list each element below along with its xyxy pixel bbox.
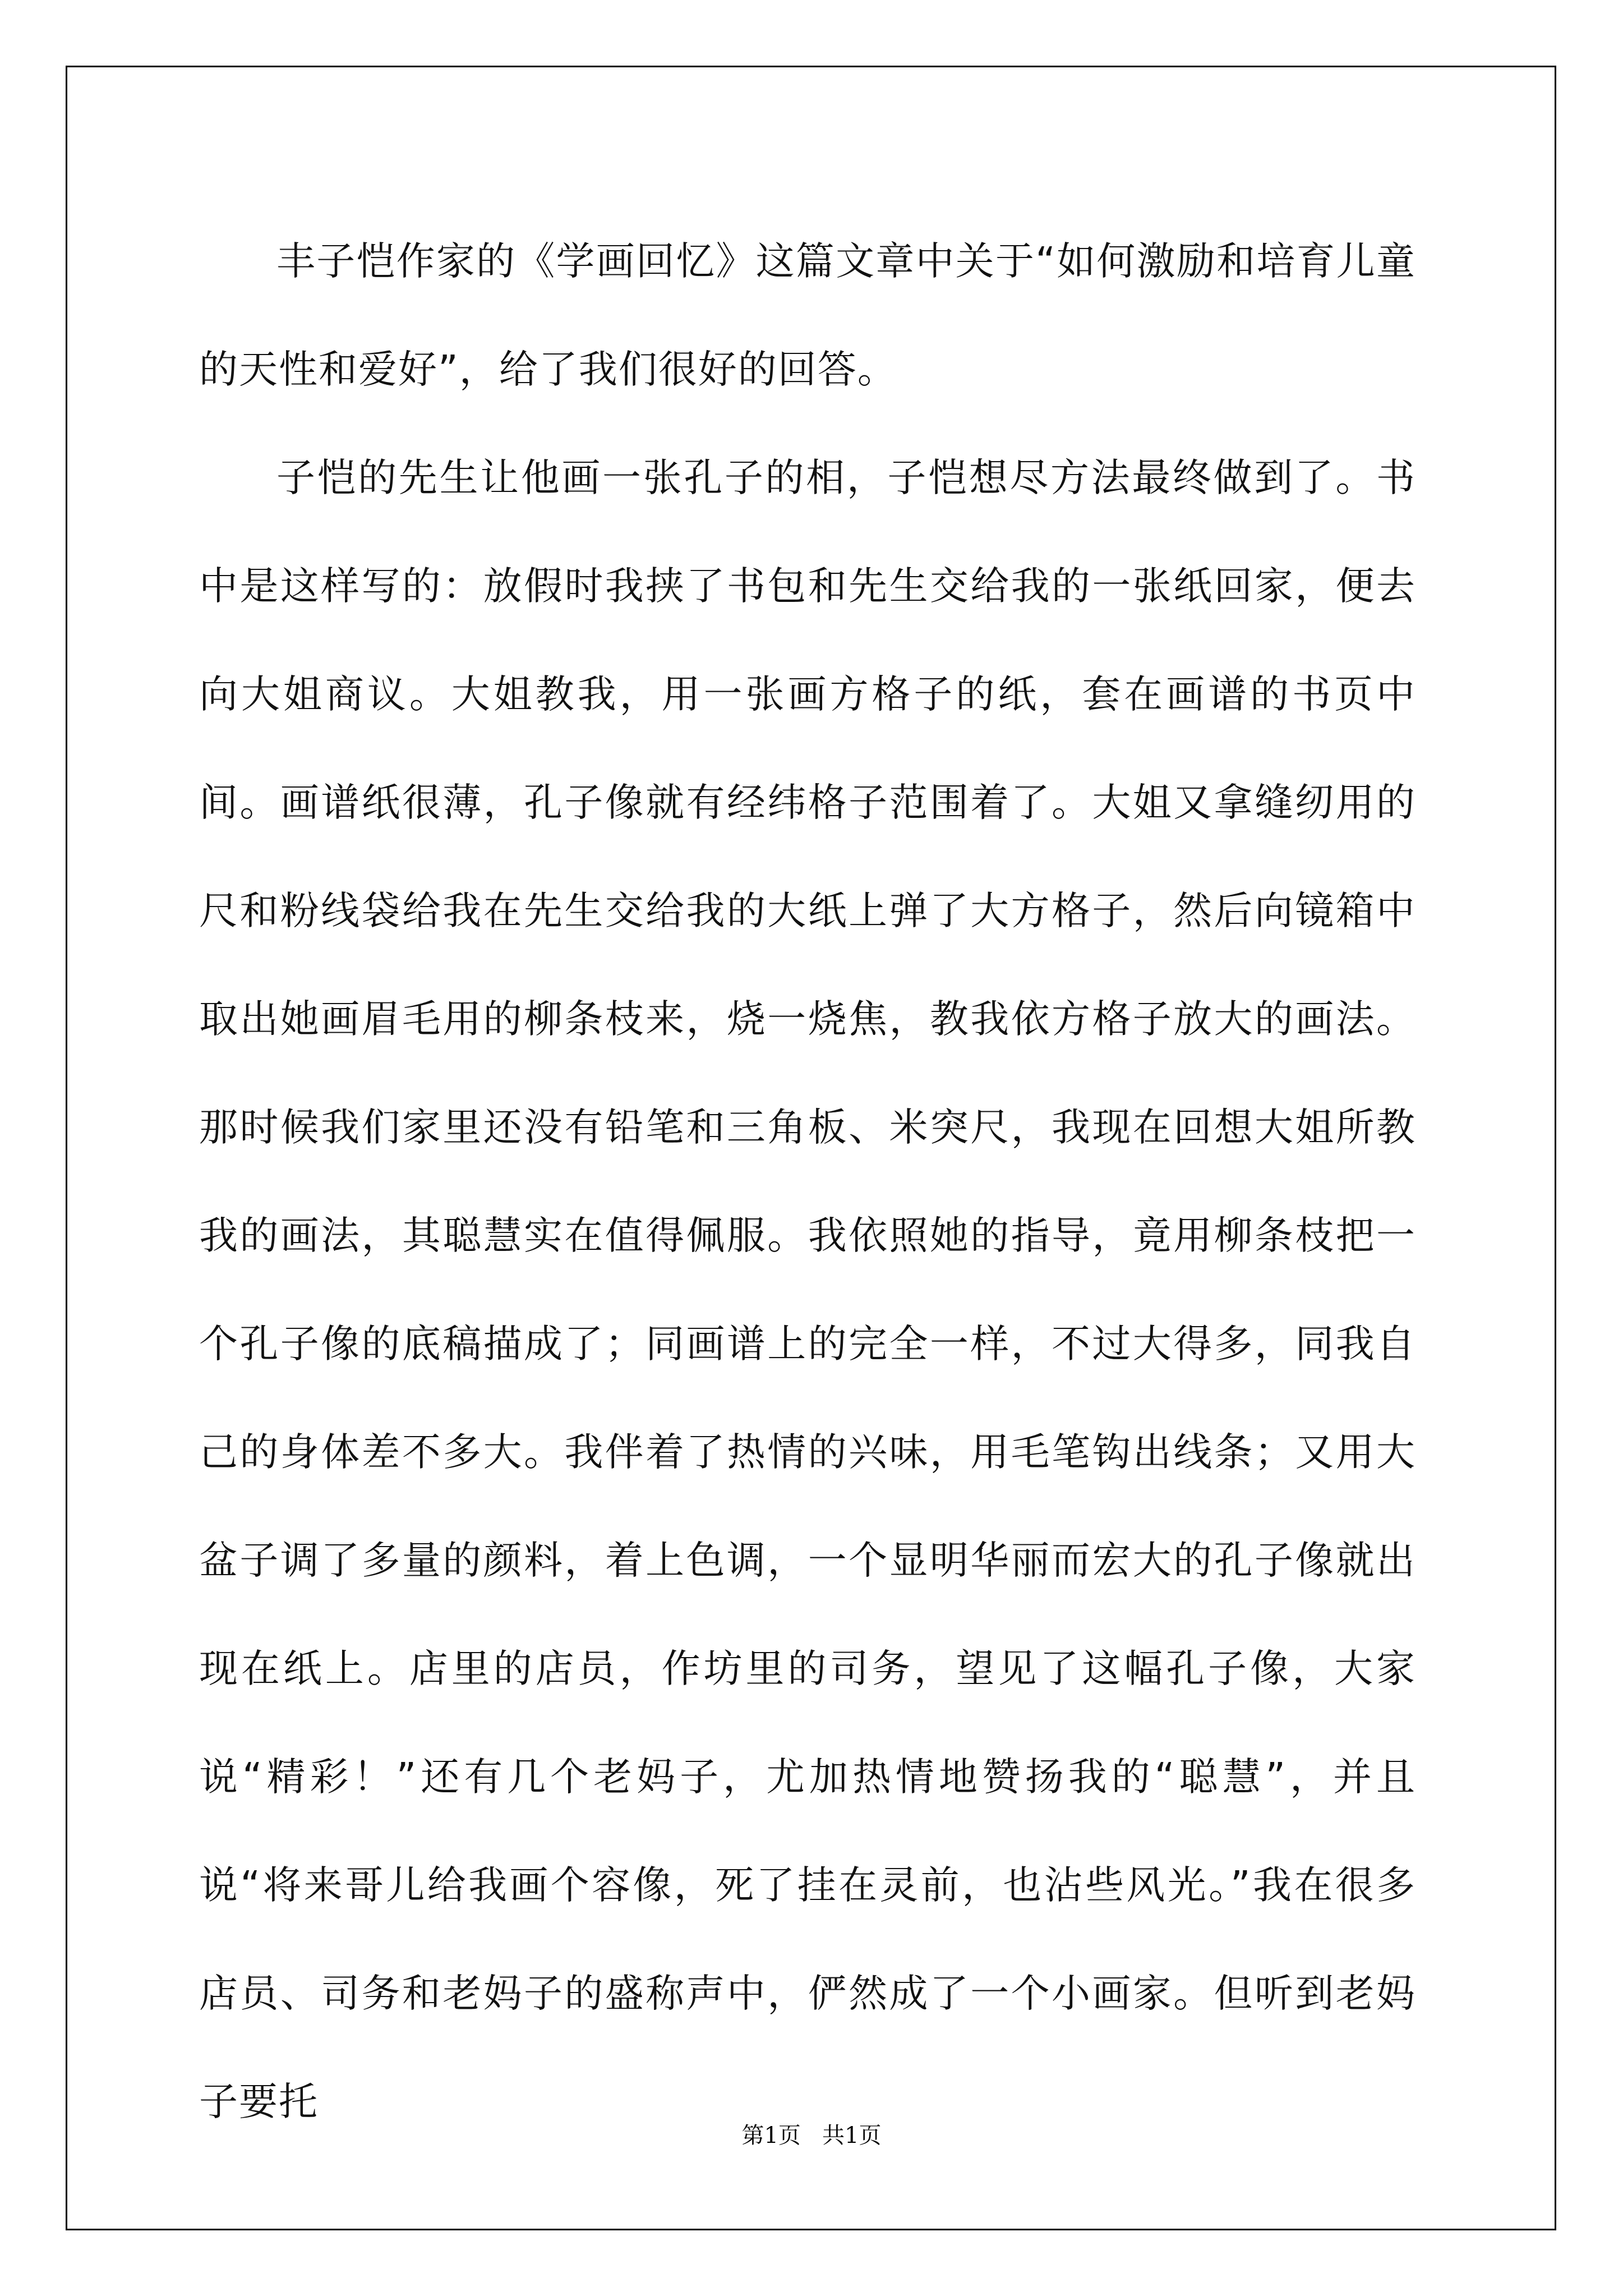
paragraph-1: 丰子恺作家的《学画回忆》这篇文章中关于“如何激励和培育儿童的天性和爱好”，给了我们很好的回答。 <box>199 239 1416 392</box>
page-number-footer: 第1页 共1页 <box>741 2123 882 2148</box>
document-body <box>199 208 1416 2156</box>
paragraph-2: 子恺的先生让他画一张孔子的相，子恺想尽方法最终做到了。书中是这样写的：放假时我挟了书包和先生交给我的一张纸回家，便去向大姐商议。大姐教我，用一张画方格子的纸，套在画谱的书页中间。画谱纸很薄，孔子像就有经纬格子范围着了。大姐又拿缝纫用的尺和粉线袋给我在先生交给我的大纸上弹了大方格子，然后向镜箱中取出她画眉毛用的柳条枝来，烧一烧焦，教我依方格子放大的画法。那时候我们家里还没有铅笔和三角板、米突尺，我现在回想大姐所教我的画法，其聪慧实在值得佩服。我依照她的指导，竟用柳条枝把一个孔子像的底稿描成了；同画谱上的完全一样，不过大得多，同我自己的身体差不多大。我伴着了热情的兴味，用毛笔钩出线条；又用大盆子调了多量的颜料，着上色调，一个显明华丽而宏大的孔子像就出现在纸上。店里的店员，作坊里的司务，望见了这幅孔子像，大家说“精彩！”还有几个老妈子，尤加热情地赞扬我的“聪慧”，并且说“将来哥儿给我画个容像，死了挂在灵前，也沾些风光。”我在很多店员、司务和老妈子的盛称声中，俨然成了一个小画家。但听到老妈子要托 <box>199 455 1416 2124</box>
